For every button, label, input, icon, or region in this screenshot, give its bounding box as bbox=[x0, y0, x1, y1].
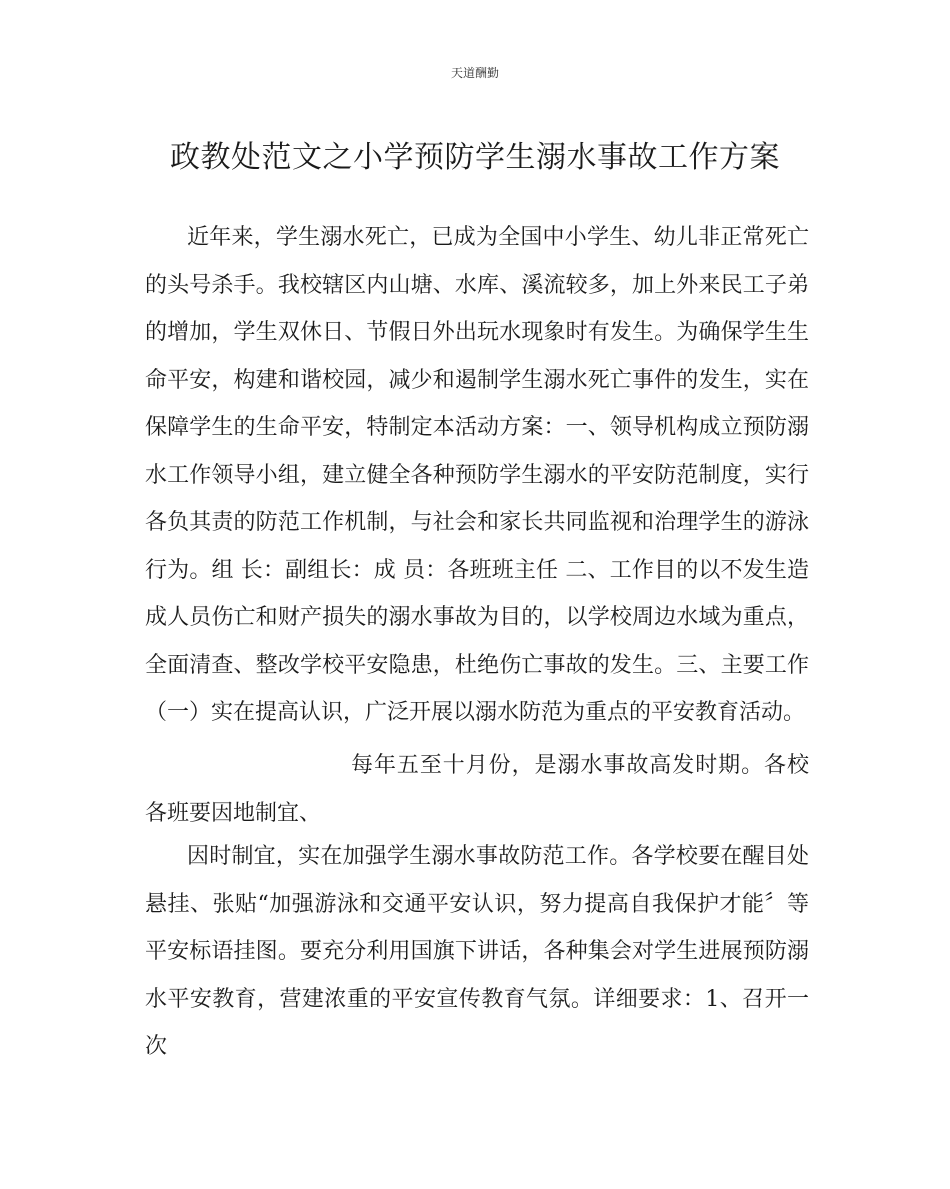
paragraph-intro: 近年来，学生溺水死亡，已成为全国中小学生、幼儿非正常死亡的头号杀手。我校辖区内山塘、水库、溪流较多，加上外来民工子弟的增加，学生双休日、节假日外出玩水现象时有发生。为确保学生生命平安，构建和谐校园，减少和遏制学生溺水死亡事件的发生，实在保障学生的生命平安，特制定本活动方案：一、领导机构成立预防溺水工作领导小组，建立健全各种预防学生溺水的平安防范制度，实行各负其责的防范工作机制，与社会和家长共同监视和治理学生的游泳行为。组 长：副组长：成 员：各班班主任 二、工作目的以不发生造成人员伤亡和财产损失的溺水事故为目的，以学校周边水域为重点，全面清查、整改学校平安隐患，杜绝伤亡事故的发生。三、主要工作（一）实在提高认识，广泛开展以溺水防范为重点的平安教育活动。 bbox=[145, 225, 809, 725]
paragraph-season: 每年五至十月份，是溺水事故高发时期。各校各班要因地制宜、 bbox=[145, 753, 809, 826]
document-title: 政教处范文之小学预防学生溺水事故工作方案 bbox=[170, 140, 780, 175]
page-header: 天道酬勤 bbox=[450, 66, 499, 80]
paragraph-measures: 因时制宜，实在加强学生溺水事故防范工作。各学校要在醒目处悬挂、张贴“加强游泳和交通平安认识，努力提高自我保护才能〞等平安标语挂图。要充分利用国旗下讲话，各种集会对学生进展预防溺水平安教育，营建浓重的平安宣传教育气氛。详细要求：1、召开一次 bbox=[145, 844, 809, 1059]
